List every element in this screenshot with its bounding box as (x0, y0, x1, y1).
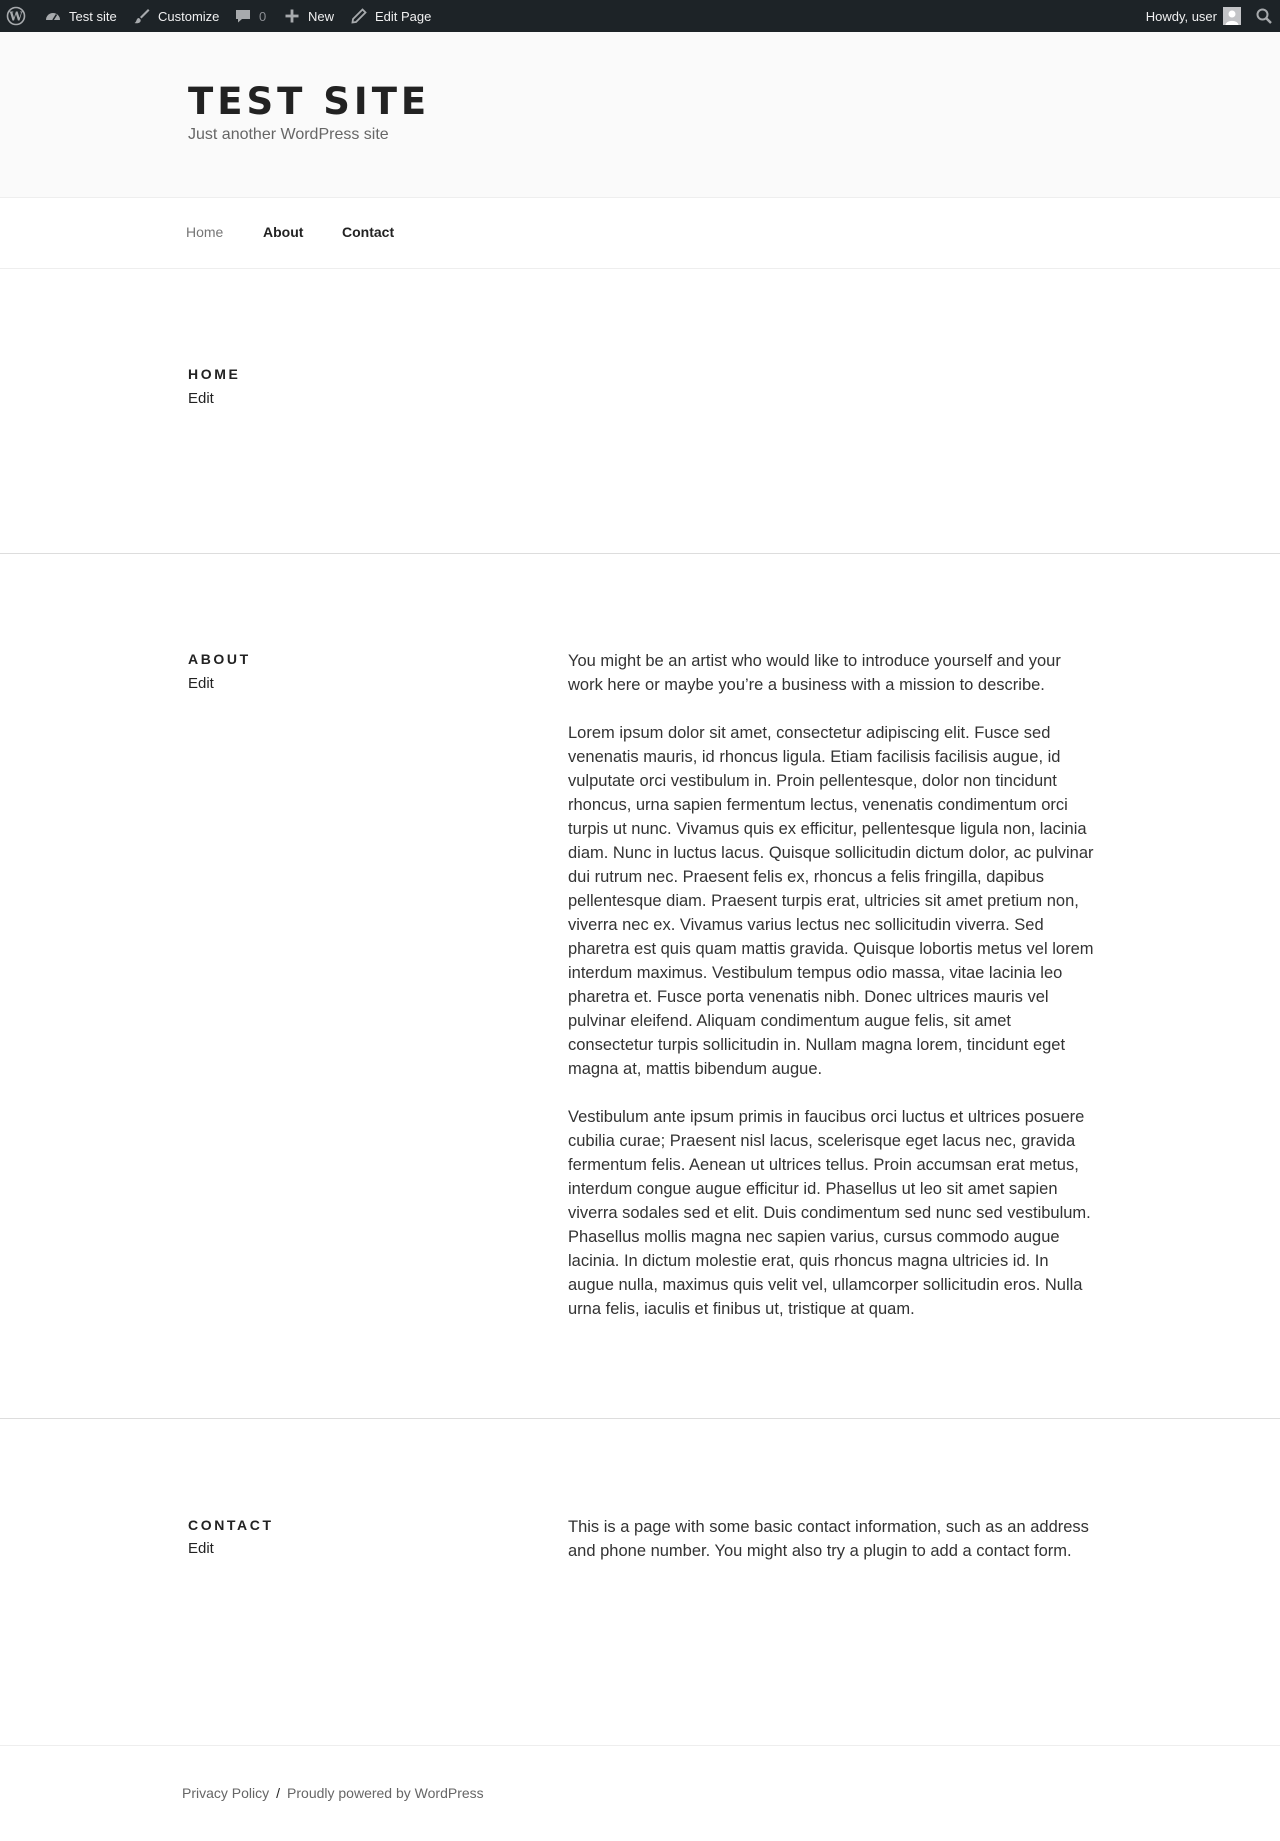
footer-divider (0, 1745, 1280, 1746)
brush-icon (132, 6, 152, 26)
comments-count: 0 (259, 8, 267, 24)
site-footer (182, 1785, 484, 1801)
nav-item-home[interactable]: Home (186, 224, 224, 240)
about-paragraph: Vestibulum ante ipsum primis in faucibus orci luctus et ultrices posuere cubilia curae; Praesent nisl lacus, scelerisque eget lacus nec, gravida fermentum felis. Aenean ut ultrices tellus. Proin accumsan erat metus, interdum congue augue efficitur id. Phasellus ut leo sit amet sapien viverra sodales sed et elit. Duis condimentum sed nunc sed vestibulum. Phasellus mollis magna nec sapien varius, cursus commodo augue lacinia. In dictum molestie erat, quis rhoncus magna ultricies id. In augue nulla, maximus quis velit vel, ullamcorper sollicitudin eros. Nulla urna felis, iaculis et finibus ut, tristique at quam. (568, 1108, 1091, 1318)
about-section-title: ABOUT (188, 651, 251, 667)
main-navigation (0, 198, 1280, 269)
my-account-menu[interactable] (1146, 0, 1241, 32)
pencil-icon (349, 6, 369, 26)
privacy-policy-link[interactable]: Privacy Policy (182, 1785, 270, 1801)
site-header (0, 32, 1280, 198)
comment-bubble-icon (233, 6, 253, 26)
contact-edit-link[interactable]: Edit (188, 1540, 214, 1557)
site-tagline: Just another WordPress site (188, 126, 389, 143)
nav-item-contact[interactable]: Contact (342, 224, 395, 240)
about-paragraph: Lorem ipsum dolor sit amet, consectetur adipiscing elit. Fusce sed venenatis mauris, id rhoncus ligula. Etiam facilisis facilisis augue, id vulputate orci vestibulum in. Proin pellentesque, dolor non tincidunt rhoncus, urna sapien fermentum lectus, venenatis condimentum orci turpis ut nunc. Vivamus quis ex efficitur, pellentesque ligula non, lacinia diam. Nunc in luctus lacus. Quisque sollicitudin dictum dolor, ac pulvinar dui rutrum nec. Praesent felis ex, rhoncus a felis fringilla, dapibus pellentesque diam. Praesent turpis erat, ultricies sit amet pretium non, viverra nec ex. Vivamus varius lectus nec sollicitudin viverra. Sed pharetra est quis quam mattis gravida. Quisque lobortis metus vel lorem interdum maximus. Vestibulum tempus odio massa, vitae lacinia leo pharetra et. Fusce porta venenatis nibh. Donec ultrices mauris vel pulvinar eleifend. Aliquam condimentum augue felis, sit amet consectetur turpis sollicitudin in. Nullam magna lorem, tincidunt eget magna at, mattis bibendum augue. (568, 724, 1094, 1078)
section-divider (0, 553, 1280, 554)
section-divider (0, 1418, 1280, 1419)
search-icon (1254, 6, 1274, 26)
site-name-menu[interactable] (43, 0, 117, 32)
edit-page-label: Edit Page (375, 8, 432, 24)
footer-separator: / (276, 1785, 281, 1801)
dashboard-icon (43, 6, 63, 26)
customize-label: Customize (158, 8, 220, 24)
howdy-label: Howdy, user (1145, 8, 1217, 24)
about-content (568, 649, 1096, 1345)
powered-by-link[interactable]: Proudly powered by WordPress (287, 1785, 484, 1801)
new-label: New (308, 8, 335, 24)
search-button[interactable] (1254, 0, 1274, 32)
contact-content (568, 1515, 1096, 1587)
customize-button[interactable] (132, 0, 219, 32)
home-edit-link[interactable]: Edit (188, 390, 214, 407)
contact-paragraph: This is a page with some basic contact information, such as an address and phone number. You might also try a plugin to add a contact form. (568, 1518, 1089, 1560)
about-paragraph: You might be an artist who would like to introduce yourself and your work here or maybe you’re a business with a mission to describe. (568, 652, 1061, 694)
nav-item-about[interactable]: About (263, 224, 304, 240)
new-content-button[interactable] (282, 0, 334, 32)
plus-icon (282, 6, 302, 26)
edit-page-button[interactable] (349, 0, 431, 32)
site-title[interactable]: TEST SITE (188, 80, 431, 123)
contact-section-title: CONTACT (188, 1517, 274, 1533)
site-name-label: Test site (69, 8, 117, 24)
comments-button[interactable] (233, 0, 266, 32)
wordpress-logo-icon (6, 6, 26, 26)
admin-bar (0, 0, 1280, 32)
home-section-title: HOME (188, 366, 241, 382)
about-edit-link[interactable]: Edit (188, 675, 214, 692)
avatar (1223, 7, 1241, 25)
svg-text:W: W (9, 9, 23, 24)
wordpress-logo-menu[interactable] (6, 0, 26, 32)
